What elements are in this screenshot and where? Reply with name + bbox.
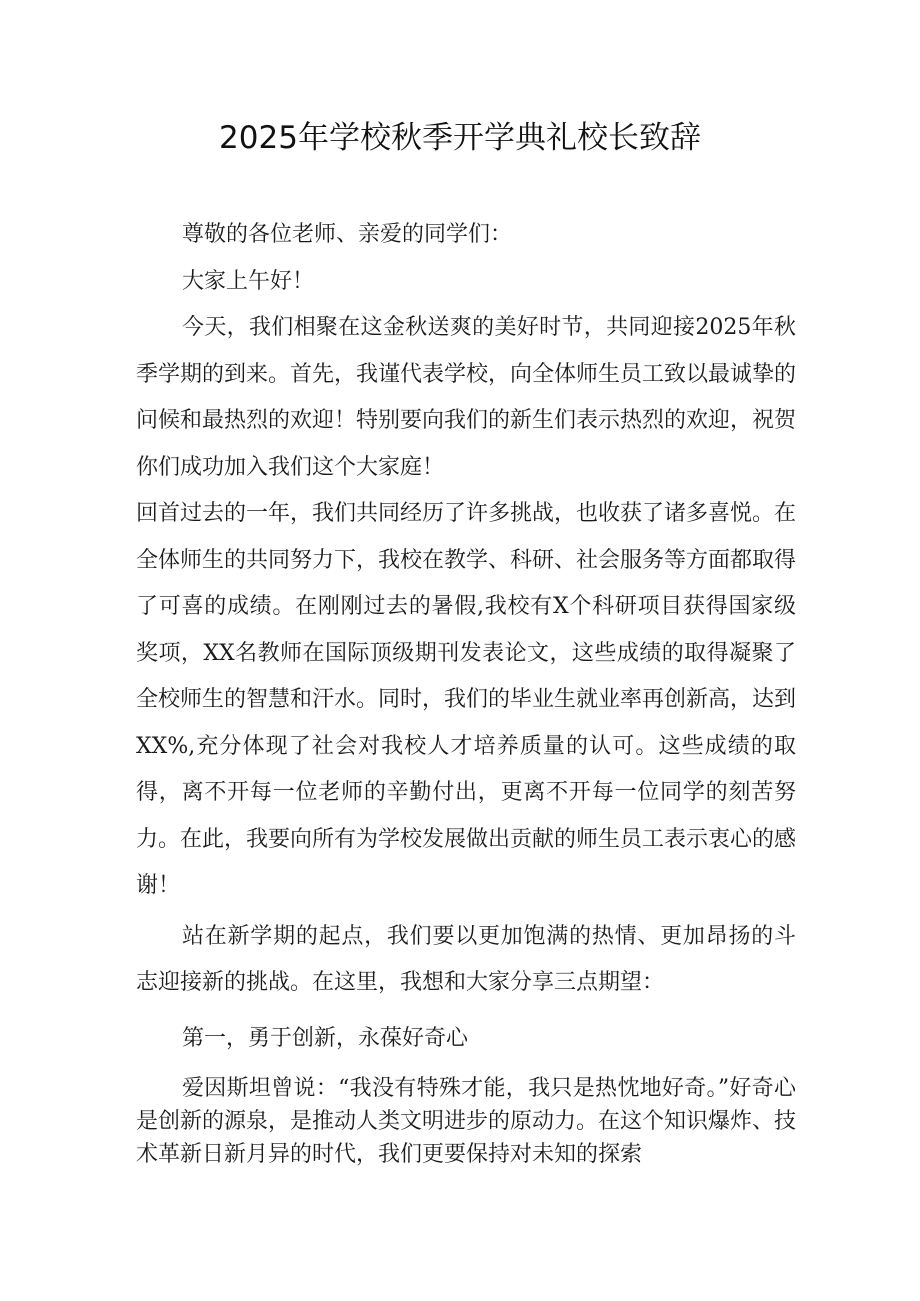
paragraph-curiosity: 爱因斯坦曾说：“我没有特殊才能，我只是热忱地好奇。”好奇心是创新的源泉，是推动人类文明进步的原动力。在这个知识爆炸、技术革新日新月异的时代，我们更要保持对未知的探索	[136, 1076, 797, 1167]
section-heading-innovation: 第一，勇于创新，永葆好奇心	[182, 1025, 469, 1051]
paragraph-welcome: 今天，我们相聚在这金秋送爽的美好时节，共同迎接2025年秋季学期的到来。首先，我谨代表学校，向全体师生员工致以最诚挚的问候和最热烈的欢迎！特别要向我们的新生们表示热烈的欢迎，祝贺你们成功加入我们这个大家庭！	[136, 315, 797, 480]
salutation: 尊敬的各位老师、亲爱的同学们：	[182, 222, 513, 247]
document-body	[136, 212, 796, 1171]
paragraph-review: 回首过去的一年，我们共同经历了许多挑战，也收获了诸多喜悦。在全体师生的共同努力下，我校在教学、科研、社会服务等方面都取得了可喜的成绩。在刚刚过去的暑假,我校有X个科研项目获得国家级奖项，XX名教师在国际顶级期刊发表论文，这些成绩的取得凝聚了全校师生的智慧和汗水。同时，我们的毕业生就业率再创新高，达到XX%,充分体现了社会对我校人才培养质量的认可。这些成绩的取得，离不开每一位老师的辛勤付出，更离不开每一位同学的刻苦努力。在此，我要向所有为学校发展做出贡献的师生员工表示衷心的感谢！	[136, 501, 797, 898]
paragraph-expectations: 站在新学期的起点，我们要以更加饱满的热情、更加昂扬的斗志迎接新的挑战。在这里，我想和大家分享三点期望：	[136, 923, 796, 995]
document-title: 2025年学校秋季开学典礼校长致辞	[219, 120, 701, 156]
greeting: 大家上午好！	[182, 268, 315, 294]
